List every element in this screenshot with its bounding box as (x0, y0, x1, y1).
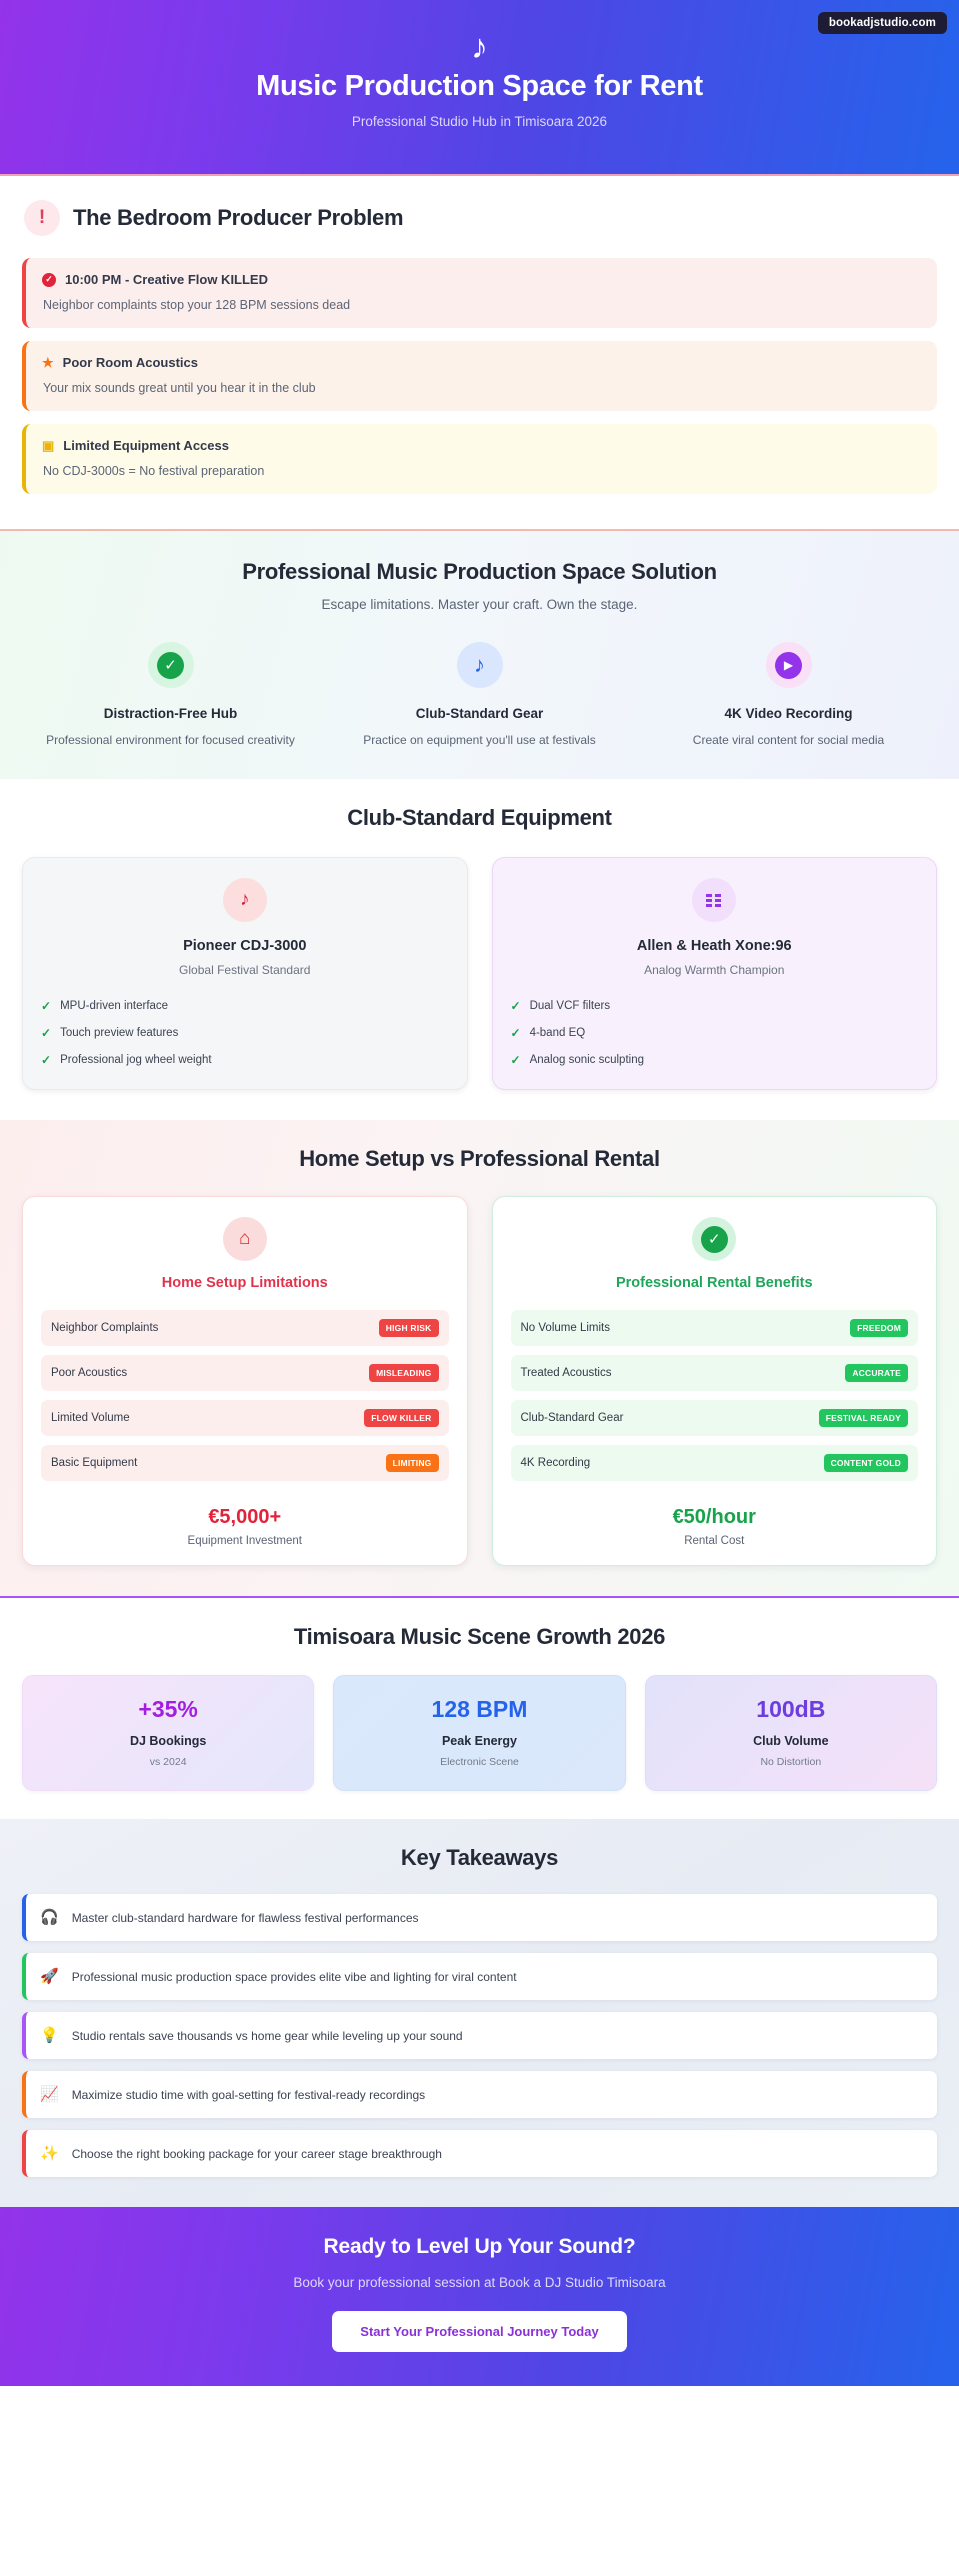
home-icon: ⌂ (223, 1217, 267, 1261)
status-badge: ACCURATE (845, 1364, 908, 1382)
mixer-sliders-icon (692, 878, 736, 922)
stat-label: Club Volume (753, 1734, 829, 1748)
equipment-feature-label: Analog sonic sculpting (529, 1054, 644, 1066)
takeaways-section (0, 1819, 959, 2207)
comparison-title: Home Setup vs Professional Rental (299, 1146, 660, 1171)
solution-item-name: Club-Standard Gear (415, 706, 544, 721)
comparison-card-footer (41, 1490, 449, 1547)
stat-card (22, 1675, 314, 1791)
comparison-card-home (22, 1196, 468, 1566)
problem-card-title-row (42, 355, 921, 370)
comparison-row-label: Poor Acoustics (51, 1367, 128, 1379)
solution-item-name: Distraction-Free Hub (103, 706, 238, 721)
stat-value: 100dB (756, 1696, 826, 1722)
list-item (22, 2071, 937, 2118)
solution-subtitle: Escape limitations. Master your craft. Own the stage. (321, 597, 638, 612)
solution-item-desc: Practice on equipment you'll use at festivals (363, 733, 596, 747)
comparison-row-label: Club-Standard Gear (520, 1412, 624, 1424)
problem-card-desc: Neighbor complaints stop your 128 BPM sessions dead (43, 298, 351, 312)
video-camera-purple-icon: ▶ (766, 642, 812, 688)
solution-item-name: 4K Video Recording (724, 706, 853, 721)
equipment-card (22, 857, 468, 1090)
comparison-price: €50/hour (672, 1506, 756, 1528)
music-note-red-icon: ♪ (223, 878, 267, 922)
solution-item (22, 642, 319, 749)
comparison-row (511, 1310, 919, 1346)
stat-note: No Distortion (760, 1756, 822, 1768)
status-badge: FESTIVAL READY (819, 1409, 908, 1427)
comparison-row-label: 4K Recording (520, 1457, 591, 1469)
problem-card-desc: No CDJ-3000s = No festival preparation (43, 464, 265, 478)
list-item (22, 1953, 937, 2000)
stats-section (0, 1598, 959, 1819)
problem-card (22, 424, 937, 494)
check-circle-red-icon: ✓ (42, 273, 56, 287)
page-subtitle: Professional Studio Hub in Timisoara 2026 (351, 114, 608, 129)
problem-card-title: Limited Equipment Access (63, 438, 229, 453)
equipment-card-name: Allen & Heath Xone:96 (636, 938, 792, 954)
comparison-row (41, 1445, 449, 1481)
takeaway-text: Professional music production space provides elite vibe and lighting for viral content (71, 1969, 517, 1984)
equipment-feature-label: 4-band EQ (529, 1027, 586, 1039)
takeaways-list (22, 1894, 937, 2177)
comparison-row (41, 1310, 449, 1346)
comparison-row (41, 1400, 449, 1436)
takeaway-text: Master club-standard hardware for flawless festival performances (71, 1910, 419, 1925)
hero-section (0, 0, 959, 176)
equipment-feature-label: Touch preview features (60, 1027, 179, 1039)
stat-card (645, 1675, 937, 1791)
stat-note: Electronic Scene (440, 1756, 519, 1768)
check-circle-green-icon: ✓ (692, 1217, 736, 1261)
stat-value: +35% (138, 1696, 198, 1722)
problem-card-desc: Your mix sounds great until you hear it in the club (43, 381, 316, 395)
cta-section (0, 2207, 959, 2386)
check-icon: ✓ (510, 1053, 521, 1067)
equipment-card (492, 857, 938, 1090)
rocket-icon: 🚀 (40, 1968, 59, 1985)
comparison-row-label: Neighbor Complaints (51, 1322, 159, 1334)
comparison-price-label: Equipment Investment (187, 1535, 302, 1547)
solution-section (0, 531, 959, 779)
problem-heading-text: The Bedroom Producer Problem (73, 205, 404, 230)
document-list-icon: ▣ (42, 438, 55, 453)
solution-title: Professional Music Production Space Solution (242, 559, 717, 584)
check-icon: ✓ (41, 999, 52, 1013)
comparison-row (41, 1355, 449, 1391)
cta-subtitle: Book your professional session at Book a DJ Studio Timisoara (293, 2275, 666, 2290)
comparison-card-footer (511, 1490, 919, 1547)
equipment-feature (511, 1026, 919, 1040)
check-circle-green-icon: ✓ (148, 642, 194, 688)
problem-card-title-row (42, 438, 921, 453)
comparison-row (511, 1445, 919, 1481)
solution-item-desc: Create viral content for social media (692, 733, 885, 747)
equipment-feature (41, 1053, 449, 1067)
sparkles-icon: ✨ (40, 2145, 59, 2162)
stat-label: Peak Energy (441, 1734, 518, 1748)
problem-card (22, 258, 937, 328)
problem-card-title: Poor Room Acoustics (62, 355, 198, 370)
takeaway-text: Choose the right booking package for your career stage breakthrough (71, 2146, 442, 2161)
equipment-feature (511, 1053, 919, 1067)
equipment-card-subtitle: Analog Warmth Champion (644, 963, 785, 977)
start-journey-button[interactable]: Start Your Professional Journey Today (332, 2311, 626, 2352)
equipment-feature-label: Professional jog wheel weight (60, 1054, 212, 1066)
check-icon: ✓ (510, 999, 521, 1013)
cta-title: Ready to Level Up Your Sound? (323, 2235, 636, 2258)
equipment-feature-label: Dual VCF filters (529, 1000, 611, 1012)
status-badge: FREEDOM (850, 1319, 908, 1337)
comparison-card-rental (492, 1196, 938, 1566)
takeaway-text: Maximize studio time with goal-setting for festival-ready recordings (71, 2087, 426, 2102)
solution-item (640, 642, 937, 749)
comparison-price: €5,000+ (208, 1506, 282, 1528)
problem-card-title: 10:00 PM - Creative Flow KILLED (65, 272, 268, 287)
stat-value: 128 BPM (431, 1696, 528, 1722)
stats-title: Timisoara Music Scene Growth 2026 (293, 1624, 666, 1649)
site-badge: bookadjstudio.com (818, 12, 947, 34)
check-icon: ✓ (510, 1026, 521, 1040)
stats-grid (22, 1675, 937, 1791)
status-badge: LIMITING (386, 1454, 439, 1472)
equipment-feature (41, 999, 449, 1013)
comparison-row-label: No Volume Limits (520, 1322, 610, 1334)
status-badge: HIGH RISK (379, 1319, 439, 1337)
music-note-icon: ♪ (471, 28, 488, 66)
check-icon: ✓ (41, 1053, 52, 1067)
equipment-card-subtitle: Global Festival Standard (179, 963, 311, 977)
takeaway-text: Studio rentals save thousands vs home gear while leveling up your sound (71, 2028, 463, 2043)
equipment-feature-label: MPU-driven interface (60, 1000, 169, 1012)
solution-item-desc: Professional environment for focused creativity (46, 733, 295, 747)
music-note-blue-icon: ♪ (457, 642, 503, 688)
status-badge: MISLEADING (369, 1364, 438, 1382)
exclamation-circle-icon: ! (24, 200, 60, 236)
stat-card (333, 1675, 625, 1791)
equipment-grid (22, 857, 937, 1090)
list-item (22, 2012, 937, 2059)
problem-heading (24, 200, 937, 236)
comparison-price-label: Rental Cost (684, 1535, 745, 1547)
equipment-section (0, 779, 959, 1120)
comparison-card-title: Home Setup Limitations (161, 1275, 328, 1291)
stat-label: DJ Bookings (129, 1734, 207, 1748)
stat-note: vs 2024 (149, 1756, 187, 1768)
comparison-card-title: Professional Rental Benefits (615, 1275, 813, 1291)
equipment-title: Club-Standard Equipment (347, 805, 612, 830)
equipment-feature (41, 1026, 449, 1040)
solution-item (331, 642, 628, 749)
comparison-row (511, 1400, 919, 1436)
comparison-row (511, 1355, 919, 1391)
comparison-section (0, 1120, 959, 1598)
comparison-grid (22, 1196, 937, 1566)
solution-grid (22, 642, 937, 749)
comparison-row-label: Limited Volume (51, 1412, 130, 1424)
problem-card-title-row (42, 272, 921, 287)
equipment-card-name: Pioneer CDJ-3000 (183, 938, 307, 954)
list-item (22, 1894, 937, 1941)
status-badge: CONTENT GOLD (824, 1454, 908, 1472)
chart-increasing-icon: 📈 (40, 2086, 59, 2103)
problem-section (0, 176, 959, 531)
comparison-row-label: Treated Acoustics (520, 1367, 612, 1379)
problem-card (22, 341, 937, 411)
status-badge: FLOW KILLER (364, 1409, 438, 1427)
takeaways-title: Key Takeaways (400, 1845, 559, 1870)
comparison-row-label: Basic Equipment (51, 1457, 138, 1469)
check-icon: ✓ (41, 1026, 52, 1040)
lightbulb-icon: 💡 (40, 2027, 59, 2044)
list-item (22, 2130, 937, 2177)
page-title: Music Production Space for Rent (256, 70, 703, 102)
equipment-feature (511, 999, 919, 1013)
headphones-icon: 🎧 (40, 1909, 59, 1926)
star-icon: ★ (42, 355, 54, 370)
